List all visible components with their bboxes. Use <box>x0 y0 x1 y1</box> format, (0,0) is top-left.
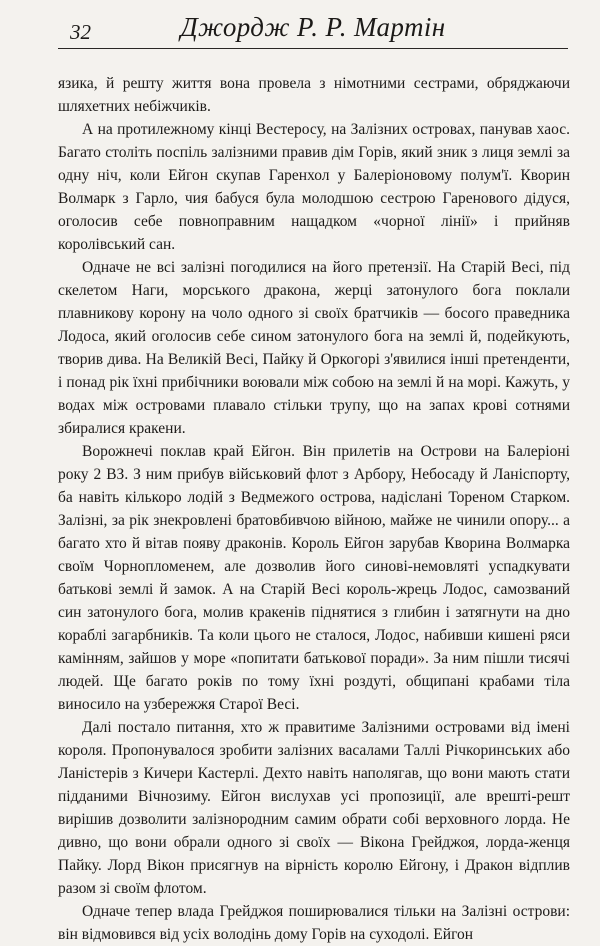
paragraph: Далі постало питання, хто ж правитиме Залізними островами від імені короля. Пропонувалося зробити залізних васалами Таллі Річкоринських або Ланістерів з Кичери Кастерлі. Дехто навіть наполягав, що вони мають стати підданими Вічнозиму. Ейгон вислухав усі пропозиції, але врешті-решт вирішив дозволити залізнородним самим обрати собі верховного лорда. Не дивно, що вони обрали одного зі своїх — Вікона Грейджоя, лорда-женця Пайку. Лорд Вікон присягнув на вірність королю Ейгону, і Дракон відплив разом зі своїм флотом. <box>58 719 570 897</box>
page-header <box>58 6 568 50</box>
paragraph: Ворожнечі поклав край Ейгон. Він прилетів на Острови на Балеріоні року 2 ВЗ. З ним прибув військовий флот з Арбору, Небосаду й Ланіспорту, ба навіть кількоро лодій з Ведмежого острова, надіслані Тореном Старком. Залізні, за рік знекровлені братовбивчою війною, майже не чинили опору... а багато хто й вітав появу драконів. Король Ейгон зарубав Кворина Волмарка своїм Чорнопломенем, але дозволив його синові-немовляті успадкувати батькові землі й замок. А на Старій Весі король-жрець Лодос, самозваний син затонулого бога, молив кракенів піднятися з глибин і затягнути на дно кораблі загарбників. Та коли цього не сталося, Лодос, набивши кишені ряси камінням, зайшов у море «попитати батькової поради». За ним пішли тисячі людей. Ще багато років по тому їхні роздуті, общипані крабами тіла виносило на узбережжя Старої Весі. <box>58 443 570 713</box>
paragraph: Одначе не всі залізні погодилися на його претензії. На Старій Весі, під скелетом Наги, морського дракона, жерці затонулого бога поклали плавникову корону на чоло одного зі своїх братчиків — босого праведника Лодоса, який оголосив себе сином затонулого бога на землі й, подейкують, творив дива. На Великій Весі, Пайку й Оркогорі з'явилися інші претенденти, і понад рік їхні прибічники воювали між собою на землі й на морі. Кажуть, у водах між островами плавало стільки трупу, що на запах крові сотнями збиралися кракени. <box>58 259 570 437</box>
body-text <box>58 72 570 946</box>
header-rule <box>58 48 568 49</box>
running-title: Джордж Р. Р. Мартін <box>180 12 446 42</box>
page-number: 32 <box>70 20 91 44</box>
paragraph: язика, й решту життя вона провела з німотними сестрами, обряджаючи шляхетних небіжчиків. <box>58 75 570 115</box>
paragraph: А на протилежному кінці Вестеросу, на Залізних островах, панував хаос. Багато століть поспіль залізними правив дім Горів, який зник з лиця землі за одну ніч, коли Ейгон скупав Гаренхол у Балеріоновому полум'ї. Кворин Волмарк з Гарло, чия бабуся була молодшою сестрою Гаренового дідуся, оголосив себе повноправним нащадком «чорної лінії» і прийняв королівський сан. <box>58 121 570 253</box>
paragraph: Одначе тепер влада Грейджоя поширювалися тільки на Залізні острови: він відмовився від усіх володінь дому Горів на суходолі. Ейгон <box>58 903 570 943</box>
